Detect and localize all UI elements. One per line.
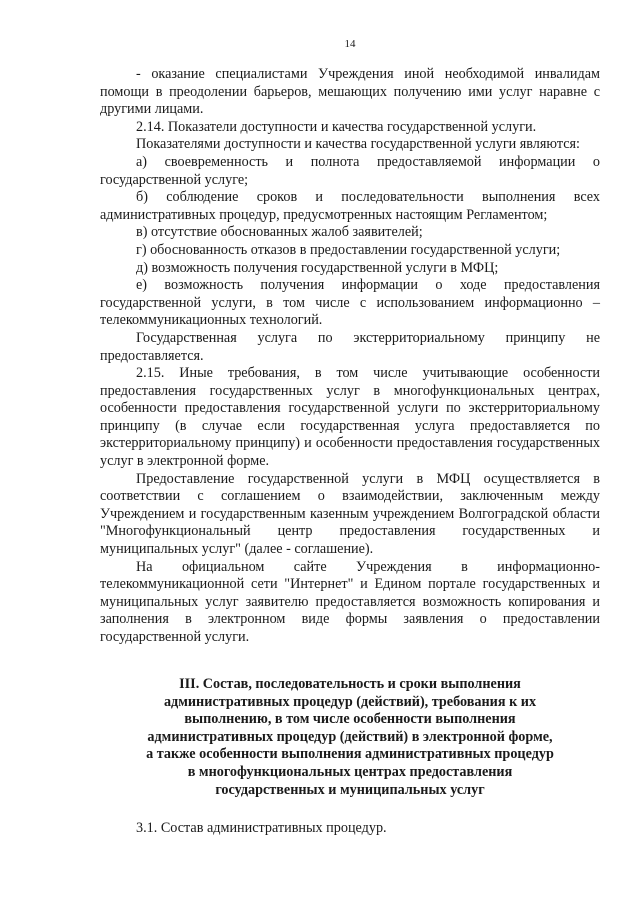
section-heading-line: административных процедур (действий) в электронной форме, — [147, 728, 553, 745]
section-heading — [100, 676, 600, 799]
section-heading-line: государственных и муниципальных услуг — [215, 781, 485, 798]
list-item-a: а) своевременность и полнота предоставляемой информации о государственной услуге; — [100, 153, 600, 188]
paragraph-2-15: 2.15. Иные требования, в том числе учитывающие особенности предоставления государственных услуг в многофункциональных центрах, особенности предоставления государственной услуги по экстерриториальному принципу (в случае если государственная услуга предоставляется по экстерриториальному принципу) и особенности предоставления государственных услуг в электронной форме. — [100, 365, 600, 470]
list-item-e: е) возможность получения информации о ходе предоставления государственной услуги, в том числе с использованием информационно – телекоммуникационных технологий. — [100, 277, 600, 329]
body-text — [100, 66, 600, 647]
section-heading-line: в многофункциональных центрах предоставления — [187, 763, 513, 780]
paragraph-assistance: - оказание специалистами Учреждения иной необходимой инвалидам помощи в преодолении барьеров, мешающих получению ими услуг наравне с другими лицами. — [100, 66, 600, 118]
section-heading-line: а также особенности выполнения административных процедур — [146, 746, 554, 763]
paragraph-official-site: На официальном сайте Учреждения в информационно-телекоммуникационной сети "Интернет" и Едином портале государственных и муниципальных услуг заявителю предоставляется возможность копирования и заполнения в электронном виде формы заявления о предоставлении государственной услуги. — [100, 558, 600, 645]
paragraph-2-14: 2.14. Показатели доступности и качества государственной услуги. — [136, 118, 537, 135]
list-item-b: б) соблюдение сроков и последовательности выполнения всех административных процедур, предусмотренных настоящим Регламентом; — [100, 189, 600, 223]
section-heading-line: III. Состав, последовательность и сроки выполнения — [179, 676, 521, 692]
paragraph-3-1: 3.1. Состав административных процедур. — [136, 820, 387, 836]
list-item-v: в) отсутствие обоснованных жалоб заявителей; — [136, 224, 423, 241]
document-page — [100, 0, 600, 905]
section-heading-line: выполнению, в том числе особенности выполнения — [184, 711, 516, 728]
list-item-d: д) возможность получения государственной услуги в МФЦ; — [136, 259, 499, 276]
paragraph-mfc: Предоставление государственной услуги в МФЦ осуществляется в соответствии с соглашением о взаимодействии, заключенным между Учреждением и государственным казенным учреждением Волгоградской области "Многофункциональный центр предоставления государственных и муниципальных услуг" (далее - соглашение). — [100, 470, 600, 558]
list-item-g: г) обоснованность отказов в предоставлении государственной услуги; — [136, 241, 561, 258]
page-number: 14 — [344, 38, 356, 50]
section-heading-line: административных процедур (действий), требования к их — [163, 693, 537, 710]
paragraph-indicators: Показателями доступности и качества государственной услуги являются: — [136, 136, 580, 153]
paragraph-exterritorial: Государственная услуга по экстерриториальному принципу не предоставляется. — [100, 329, 600, 364]
